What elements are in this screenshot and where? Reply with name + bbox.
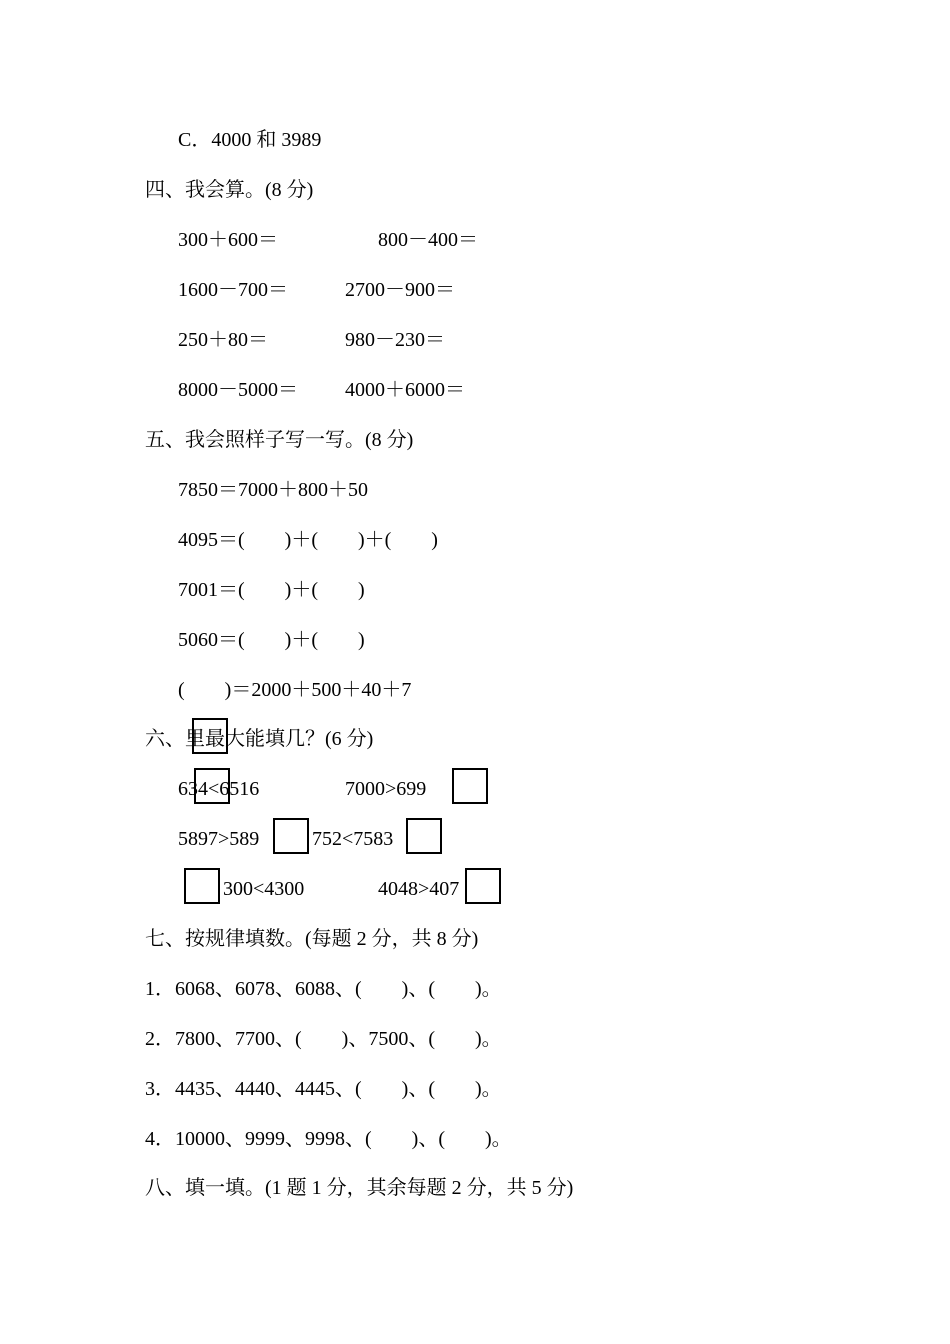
compare-6: 4048>407 [378,878,460,900]
sequence-3: 3．4435、4440、4445、( )、( )。 [145,1078,502,1100]
decompose-1: 4095＝( )＋( )＋( ) [178,529,438,551]
answer-box-4[interactable] [406,818,442,854]
sequence-1: 1．6068、6078、6088、( )、( )。 [145,978,502,1000]
decompose-3: 5060＝( )＋( ) [178,629,365,651]
answer-box-1[interactable] [194,768,230,804]
section-6-heading: 六、里最大能填几？(6 分) [145,728,374,750]
calc-1: 300＋600＝ [178,229,278,251]
answer-box-6[interactable] [465,868,501,904]
answer-box-heading [192,718,228,754]
calc-7: 8000－5000＝ [178,379,298,401]
answer-box-2[interactable] [452,768,488,804]
example-line: 7850＝7000＋800＋50 [178,479,368,501]
calc-5: 250＋80＝ [178,329,268,351]
sequence-2: 2．7800、7700、( )、7500、( )。 [145,1028,502,1050]
compare-1: 634<6516 [178,778,260,800]
option-c: C．4000 和 3989 [178,129,322,151]
section-4-heading: 四、我会算。(8 分) [145,179,314,201]
answer-box-3[interactable] [273,818,309,854]
decompose-4: ( )＝2000＋500＋40＋7 [178,679,412,701]
section-7-heading: 七、按规律填数。(每题 2 分，共 8 分) [145,928,479,950]
calc-8: 4000＋6000＝ [345,379,465,401]
sequence-4: 4．10000、9999、9998、( )、( )。 [145,1128,512,1150]
calc-4: 2700－900＝ [345,279,455,301]
section-8-heading: 八、填一填。(1 题 1 分，其余每题 2 分，共 5 分) [145,1177,574,1199]
calc-6: 980－230＝ [345,329,445,351]
compare-2: 7000>699 [345,778,427,800]
calc-3: 1600－700＝ [178,279,288,301]
compare-3: 5897>589 [178,828,260,850]
calc-2: 800－400＝ [378,229,478,251]
answer-box-5[interactable] [184,868,220,904]
compare-4: 752<7583 [312,828,394,850]
decompose-2: 7001＝( )＋( ) [178,579,365,601]
section-5-heading: 五、我会照样子写一写。(8 分) [145,429,414,451]
compare-5: 300<4300 [223,878,305,900]
